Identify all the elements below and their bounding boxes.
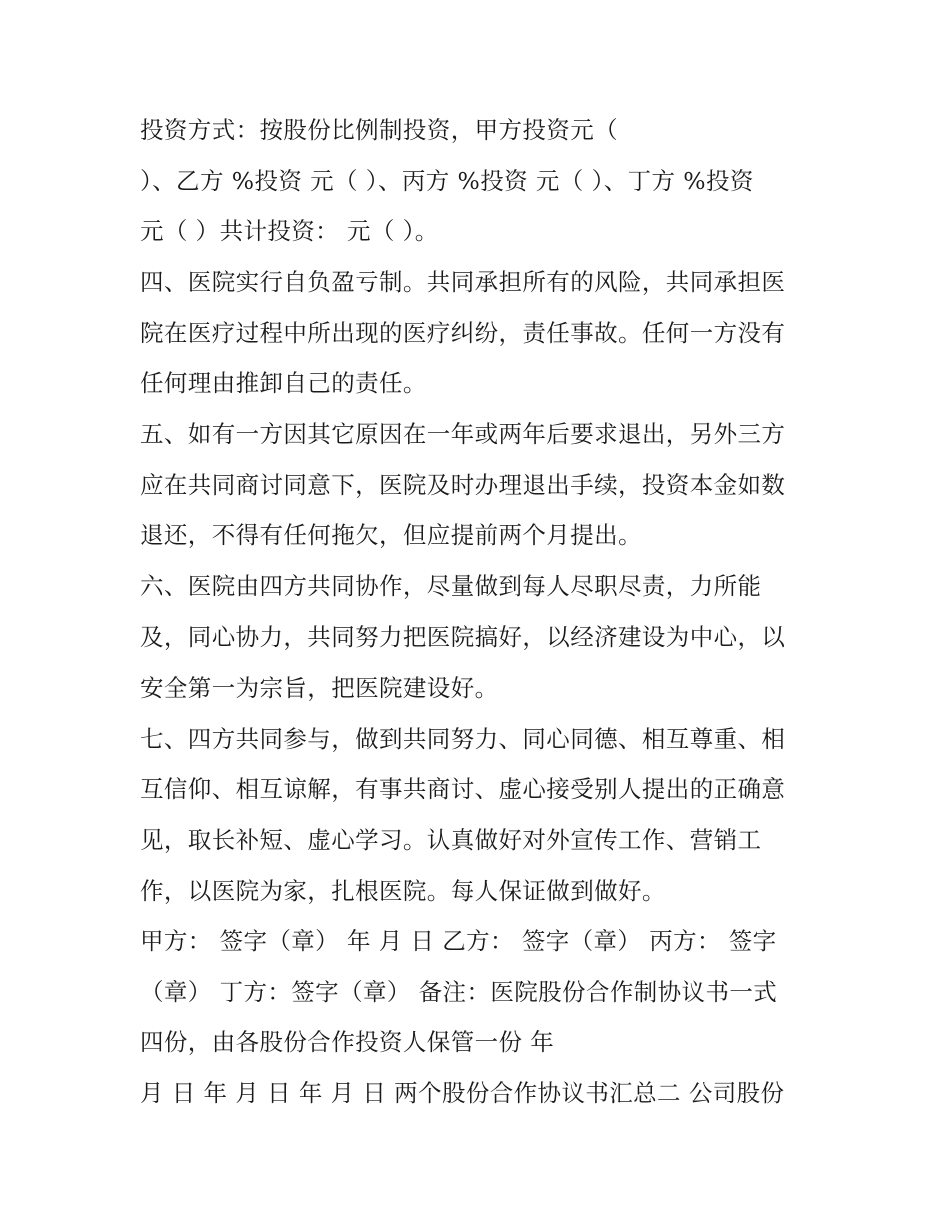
text-line: 四、医院实行自负盈亏制。共同承担所有的风险，共同承担医 xyxy=(140,268,786,296)
text-line: 见，取长补短、虚心学习。认真做好对外宣传工作、营销工 xyxy=(140,826,762,854)
text-line: 安全第一为宗旨，把医院建设好。 xyxy=(140,674,499,702)
text-line: 甲方： 签字（章） 年 月 日 乙方： 签字（章） 丙方： 签字 xyxy=(140,927,777,955)
text-line: 及，同心协力，共同努力把医院搞好，以经济建设为中心，以 xyxy=(140,623,786,651)
text-line: 投资方式：按股份比例制投资，甲方投资元（ xyxy=(140,116,618,144)
text-line: 互信仰、相互谅解，有事共商讨、虚心接受别人提出的正确意 xyxy=(140,775,786,803)
text-line: 五、如有一方因其它原因在一年或两年后要求退出，另外三方 xyxy=(140,420,786,448)
text-line: 院在医疗过程中所出现的医疗纠纷，责任事故。任何一方没有 xyxy=(140,319,786,347)
text-line: 作，以医院为家，扎根医院。每人保证做到做好。 xyxy=(140,877,666,905)
text-line: ）、乙方 %投资 元（ ）、丙方 %投资 元（ ）、丁方 %投资 xyxy=(140,167,754,195)
text-line: 任何理由推卸自己的责任。 xyxy=(140,369,427,397)
text-line: 元（ ）共计投资： 元（ ）。 xyxy=(140,217,439,245)
text-line: 六、医院由四方共同协作，尽量做到每人尽职尽责，力所能 xyxy=(140,572,762,600)
text-line: 四份，由各股份合作投资人保管一份 年 xyxy=(140,1028,555,1056)
text-line: 七、四方共同参与，做到共同努力、同心同德、相互尊重、相 xyxy=(140,725,786,753)
text-line: 应在共同商讨同意下，医院及时办理退出手续，投资本金如数 xyxy=(140,471,786,499)
text-line: 退还，不得有任何拖欠，但应提前两个月提出。 xyxy=(140,521,642,549)
text-line: 月 日 年 月 日 年 月 日 两个股份合作协议书汇总二 公司股份 xyxy=(140,1079,785,1107)
text-line: （章） 丁方：签字（章） 备注：医院股份合作制协议书一式 xyxy=(140,978,778,1006)
